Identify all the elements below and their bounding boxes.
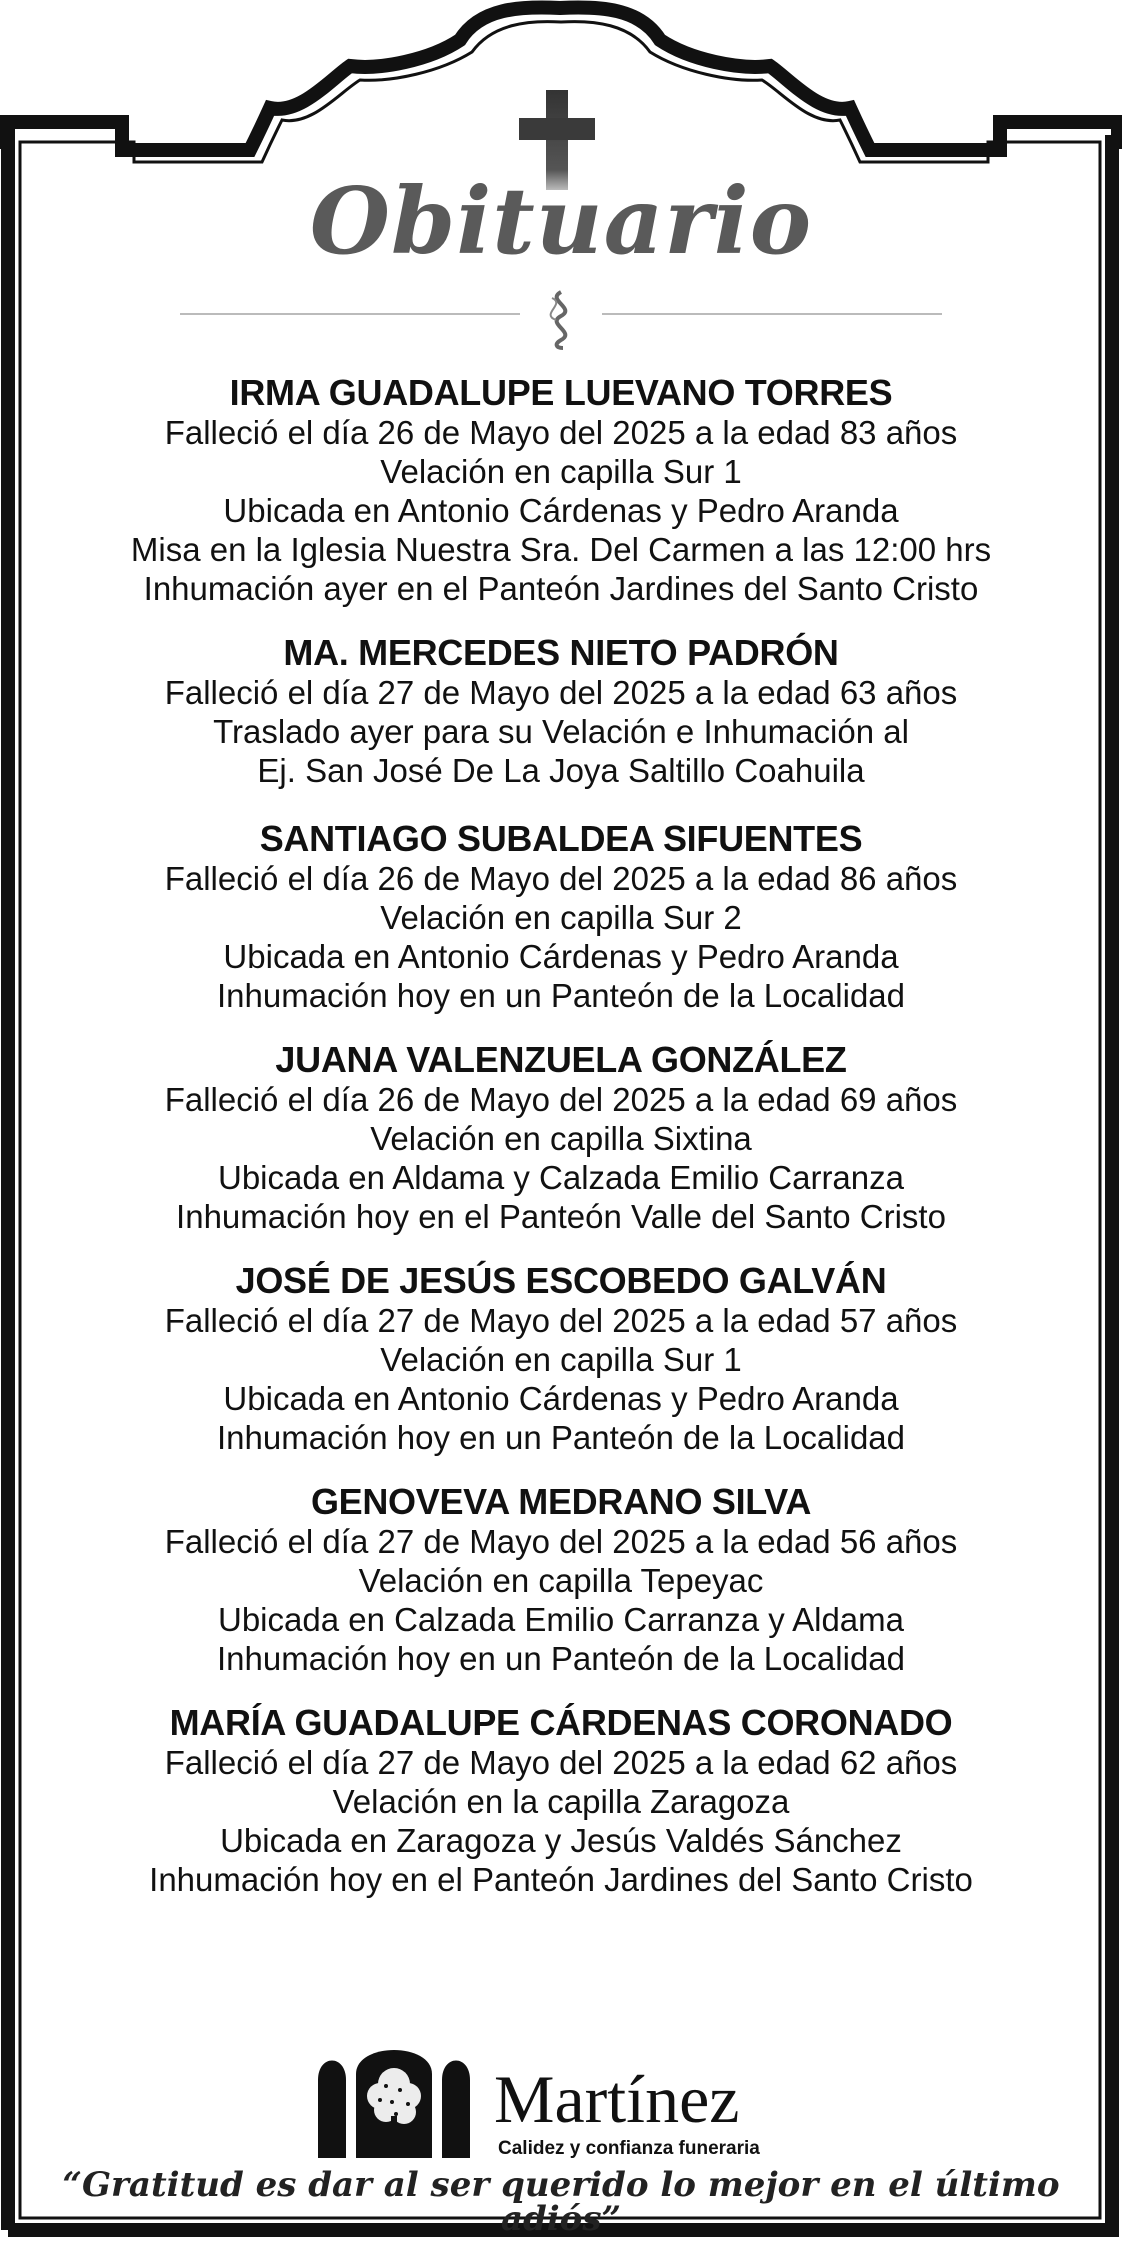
obituary-detail: Inhumación hoy en un Panteón de la Localidad <box>216 1419 906 1456</box>
obituary-detail: Misa en la Iglesia Nuestra Sra. Del Carmen a las 12:00 hrs <box>130 531 992 568</box>
obituary-detail: Falleció el día 27 de Mayo del 2025 a la edad 57 años <box>164 1302 958 1339</box>
obituary-entry <box>40 818 1082 1015</box>
obituary-detail: Velación en la capilla Zaragoza <box>332 1783 790 1820</box>
obituary-detail: Inhumación ayer en el Panteón Jardines del Santo Cristo <box>143 570 979 607</box>
obituary-entry <box>40 1260 1082 1457</box>
obituary-detail: Velación en capilla Sur 2 <box>380 899 742 936</box>
obituary-entry <box>40 372 1082 608</box>
obituary-detail: Ubicada en Antonio Cárdenas y Pedro Aranda <box>223 938 899 975</box>
obituary-detail: Inhumación hoy en un Panteón de la Localidad <box>216 1640 906 1677</box>
obituary-detail: Velación en capilla Sur 1 <box>380 1341 742 1378</box>
obituary-detail: Velación en capilla Tepeyac <box>358 1562 764 1599</box>
obituary-detail: Inhumación hoy en un Panteón de la Localidad <box>216 977 906 1014</box>
obituary-name: MA. MERCEDES NIETO PADRÓN <box>283 632 839 673</box>
obituary-detail: Falleció el día 26 de Mayo del 2025 a la edad 83 años <box>164 414 958 451</box>
obituary-entry <box>40 1702 1082 1899</box>
footer-motto: “Gratitud es dar al ser querido lo mejor en el último adiós” <box>62 2165 1060 2239</box>
obituary-detail: Ubicada en Zaragoza y Jesús Valdés Sánchez <box>220 1822 902 1859</box>
obituary-detail: Falleció el día 26 de Mayo del 2025 a la edad 86 años <box>164 860 958 897</box>
obituary-detail: Falleció el día 27 de Mayo del 2025 a la edad 63 años <box>164 674 958 711</box>
obituary-detail: Traslado ayer para su Velación e Inhumación al <box>213 713 909 750</box>
obituary-detail: Falleció el día 26 de Mayo del 2025 a la edad 69 años <box>164 1081 958 1118</box>
obituary-name: JUANA VALENZUELA GONZÁLEZ <box>275 1039 847 1080</box>
obituary-detail: Inhumación hoy en el Panteón Jardines del Santo Cristo <box>149 1861 973 1898</box>
obituary-name: IRMA GUADALUPE LUEVANO TORRES <box>229 372 893 413</box>
obituary-detail: Velación en capilla Sixtina <box>370 1120 752 1157</box>
obituary-name: SANTIAGO SUBALDEA SIFUENTES <box>259 818 863 859</box>
obituary-detail: Ubicada en Antonio Cárdenas y Pedro Aranda <box>223 492 899 529</box>
obituary-detail: Velación en capilla Sur 1 <box>380 453 742 490</box>
obituary-entry <box>40 632 1082 790</box>
brand-name: Martínez <box>494 2061 740 2137</box>
page-title: Obituario <box>309 167 813 275</box>
obituary-detail: Inhumación hoy en el Panteón Valle del Santo Cristo <box>176 1198 946 1235</box>
obituary-entry <box>40 1481 1082 1678</box>
obituary-list <box>40 372 1082 1899</box>
obituary-detail: Ubicada en Antonio Cárdenas y Pedro Aranda <box>223 1380 899 1417</box>
obituary-entry <box>40 1039 1082 1236</box>
obituary-name: JOSÉ DE JESÚS ESCOBEDO GALVÁN <box>235 1260 887 1301</box>
obituary-name: GENOVEVA MEDRANO SILVA <box>310 1481 812 1522</box>
obituary-detail: Ej. San José De La Joya Saltillo Coahuila <box>257 752 865 789</box>
brand-tagline: Calidez y confianza funeraria <box>498 2138 760 2159</box>
obituary-detail: Ubicada en Calzada Emilio Carranza y Aldama <box>217 1601 904 1638</box>
obituary-detail: Falleció el día 27 de Mayo del 2025 a la edad 56 años <box>164 1523 958 1560</box>
obituary-detail: Falleció el día 27 de Mayo del 2025 a la edad 62 años <box>164 1744 958 1781</box>
obituary-detail: Ubicada en Aldama y Calzada Emilio Carranza <box>217 1159 904 1196</box>
flourish-ornament-icon <box>180 290 942 350</box>
obituary-name: MARÍA GUADALUPE CÁRDENAS CORONADO <box>169 1702 953 1743</box>
